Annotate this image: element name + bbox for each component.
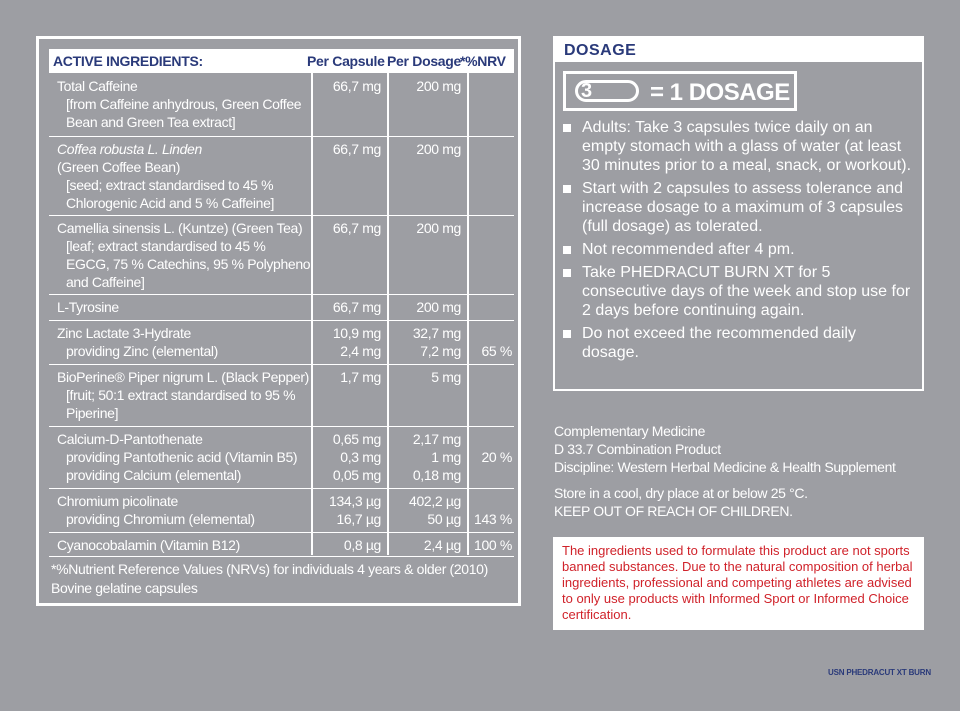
table-row — [49, 215, 514, 295]
ingredient-name: Calcium-D-Pantothenate providing Pantothenic acid (Vitamin B5) providing Calcium (elemental) — [57, 431, 298, 483]
table-header — [49, 49, 514, 73]
list-item: Do not exceed the recommended daily dosage. — [561, 324, 916, 362]
per-dosage-value: 2,4 µg — [423, 537, 461, 553]
list-item: Take PHEDRACUT BURN XT for 5 consecutive days of the week and stop use for 2 days before continuing again. — [561, 263, 916, 320]
ingredient-name: Chromium picolinate providing Chromium (elemental) — [57, 493, 255, 527]
header-nrv: *%NRV — [460, 53, 506, 69]
table-footnote: *%Nutrient Reference Values (NRVs) for individuals 4 years & older (2010) Bovine gelatine capsules — [51, 561, 488, 596]
per-dosage-value: 200 mg — [416, 299, 461, 315]
per-capsule-value: 66,7 mg — [332, 299, 381, 315]
table-row — [49, 136, 514, 216]
ingredients-panel — [36, 36, 521, 606]
capsule-count: 3 — [581, 80, 593, 102]
list-item: Adults: Take 3 capsules twice daily on an empty stomach with a glass of water (at least 30 minutes prior to a meal, snack, or workout). — [561, 118, 916, 175]
per-dosage-value: 402,2 µg 50 µg — [409, 493, 461, 527]
dosage-badge — [563, 71, 797, 111]
nrv-value: 20 % — [481, 449, 512, 465]
per-capsule-value: 66,7 mg — [332, 220, 381, 236]
per-capsule-value: 66,7 mg — [332, 141, 381, 157]
table-row — [49, 364, 514, 427]
list-item: Not recommended after 4 pm. — [561, 240, 916, 259]
table-row — [49, 426, 514, 489]
header-per-dosage: Per Dosage — [387, 53, 462, 69]
per-capsule-value: 1,7 mg — [340, 369, 381, 385]
header-ingredients: ACTIVE INGREDIENTS: — [53, 53, 203, 69]
table-row — [49, 320, 514, 365]
table-row — [49, 488, 514, 533]
per-capsule-value: 10,9 mg 2,4 mg — [332, 325, 381, 359]
ingredient-name: Camellia sinensis L. (Kuntze) (Green Tea) [leaf; extract standardised to 45 % EGCG, 75 % Catechins, 95 % Polyphenol and Caffeine] — [57, 220, 313, 290]
product-code: USN PHEDRACUT XT BURN — [828, 668, 931, 677]
nrv-value: 143 % — [474, 511, 512, 527]
dosage-panel — [553, 36, 924, 391]
table-row — [49, 73, 514, 137]
dosage-equals: = 1 DOSAGE — [650, 79, 790, 106]
per-capsule-value: 66,7 mg — [332, 78, 381, 94]
per-dosage-value: 5 mg — [431, 369, 461, 385]
nrv-value: 65 % — [481, 343, 512, 359]
per-capsule-value: 134,3 µg 16,7 µg — [329, 493, 381, 527]
table-row — [49, 294, 514, 321]
per-dosage-value: 32,7 mg 7,2 mg — [412, 325, 461, 359]
per-dosage-value: 200 mg — [416, 141, 461, 157]
dosage-instructions — [561, 118, 916, 366]
per-dosage-value: 200 mg — [416, 220, 461, 236]
ingredient-name: Total Caffeine [from Caffeine anhydrous, Green Coffee Bean and Green Tea extract] — [57, 78, 302, 130]
header-per-capsule: Per Capsule — [307, 53, 385, 69]
dosage-title: DOSAGE — [564, 42, 637, 59]
ingredient-name: Coffea robusta L. Linden (Green Coffee Bean) [seed; extract standardised to 45 % Chlorogenic Acid and 5 % Caffeine] — [57, 141, 275, 211]
list-item: Start with 2 capsules to assess tolerance and increase dosage to a maximum of 3 capsules (full dosage) as tolerated. — [561, 179, 916, 236]
table-row — [49, 532, 514, 557]
per-capsule-value: 0,65 mg 0,3 mg 0,05 mg — [332, 431, 381, 483]
product-info: Complementary Medicine D 33.7 Combination Product Discipline: Western Herbal Medicine & Health Supplement Store in a cool, dry place at or below 25 °C. KEEP OUT OF REACH OF CHILDREN. — [554, 423, 896, 519]
capsule-icon — [575, 80, 639, 102]
ingredient-name: L-Tyrosine — [57, 299, 119, 315]
dosage-title-bar — [553, 36, 924, 62]
ingredient-name: BioPerine® Piper nigrum L. (Black Pepper) [fruit; 50:1 extract standardised to 95 % Piperine] — [57, 369, 309, 421]
per-dosage-value: 200 mg — [416, 78, 461, 94]
ingredient-name: Zinc Lactate 3-Hydrate providing Zinc (elemental) — [57, 325, 218, 359]
per-capsule-value: 0,8 µg — [343, 537, 381, 553]
sports-warning: The ingredients used to formulate this product are not sports banned substances. Due to the natural composition of herbal ingredients, professional and competing athletes are advised to only use products with Informed Sport or Informed Choice certification. — [553, 537, 924, 630]
per-dosage-value: 2,17 mg 1 mg 0,18 mg — [412, 431, 461, 483]
ingredient-name: Cyanocobalamin (Vitamin B12) — [57, 537, 240, 553]
nrv-value: 100 % — [474, 537, 512, 553]
